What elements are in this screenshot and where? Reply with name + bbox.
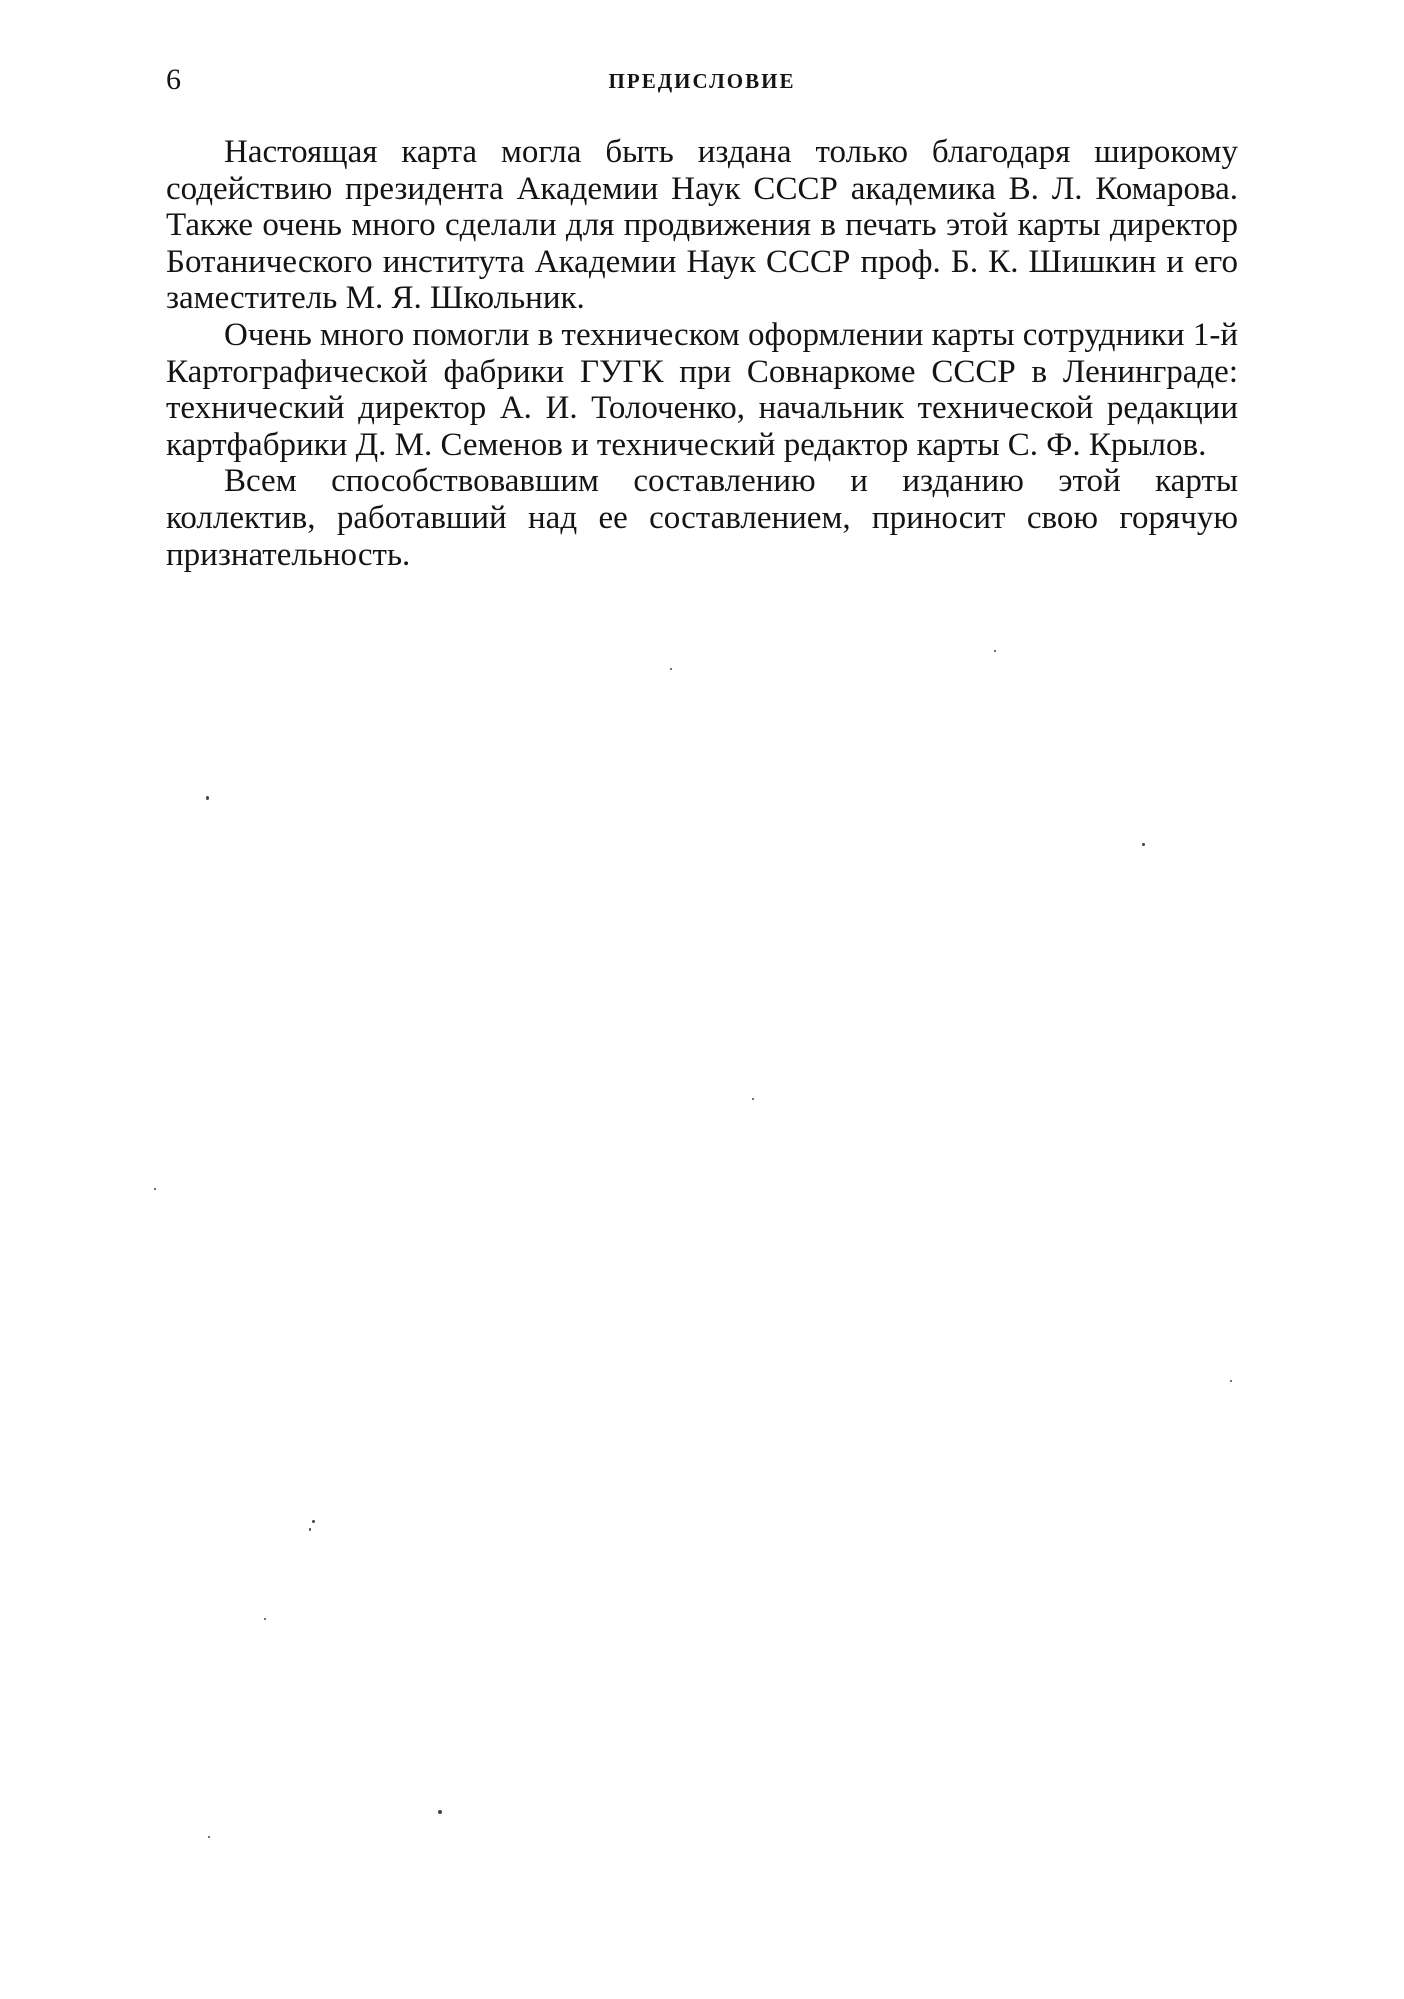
scan-speck — [1142, 843, 1145, 846]
running-head: ПРЕДИСЛОВИЕ — [608, 69, 796, 93]
paragraph: Всем способствовавшим составлению и изданию этой карты коллектив, работавший над ее составлением, приносит свою горячую признательность. — [166, 463, 1238, 573]
paragraph: Настоящая карта могла быть издана только благодаря широкому содействию президента Академии Наук СССР академика В. Л. Комарова. Также очень много сделали для продвижения в печать этой карты директор Ботанического института Академии Наук СССР проф. Б. К. Шишкин и его заместитель М. Я. Школьник. — [166, 134, 1238, 317]
scan-speck — [309, 1528, 311, 1531]
page-number: 6 — [166, 63, 181, 96]
scan-speck — [994, 650, 996, 652]
scan-speck — [752, 1098, 754, 1100]
scan-speck — [206, 796, 209, 800]
scan-speck — [438, 1810, 442, 1814]
body-text — [166, 134, 1238, 573]
scan-speck — [1230, 1380, 1232, 1382]
paragraph: Очень много помогли в техническом оформлении карты сотрудники 1-й Картографической фабрики ГУГК при Совнаркоме СССР в Ленинграде: технический директор А. И. Толоченко, начальник технической редакции картфабрики Д. М. Семенов и технический редактор карты С. Ф. Крылов. — [166, 316, 1238, 463]
page-header — [166, 62, 1238, 102]
scan-speck — [670, 668, 672, 670]
scan-speck — [312, 1520, 315, 1523]
scan-speck — [208, 1836, 210, 1838]
scan-speck — [154, 1188, 156, 1190]
scan-speck — [264, 1618, 266, 1620]
